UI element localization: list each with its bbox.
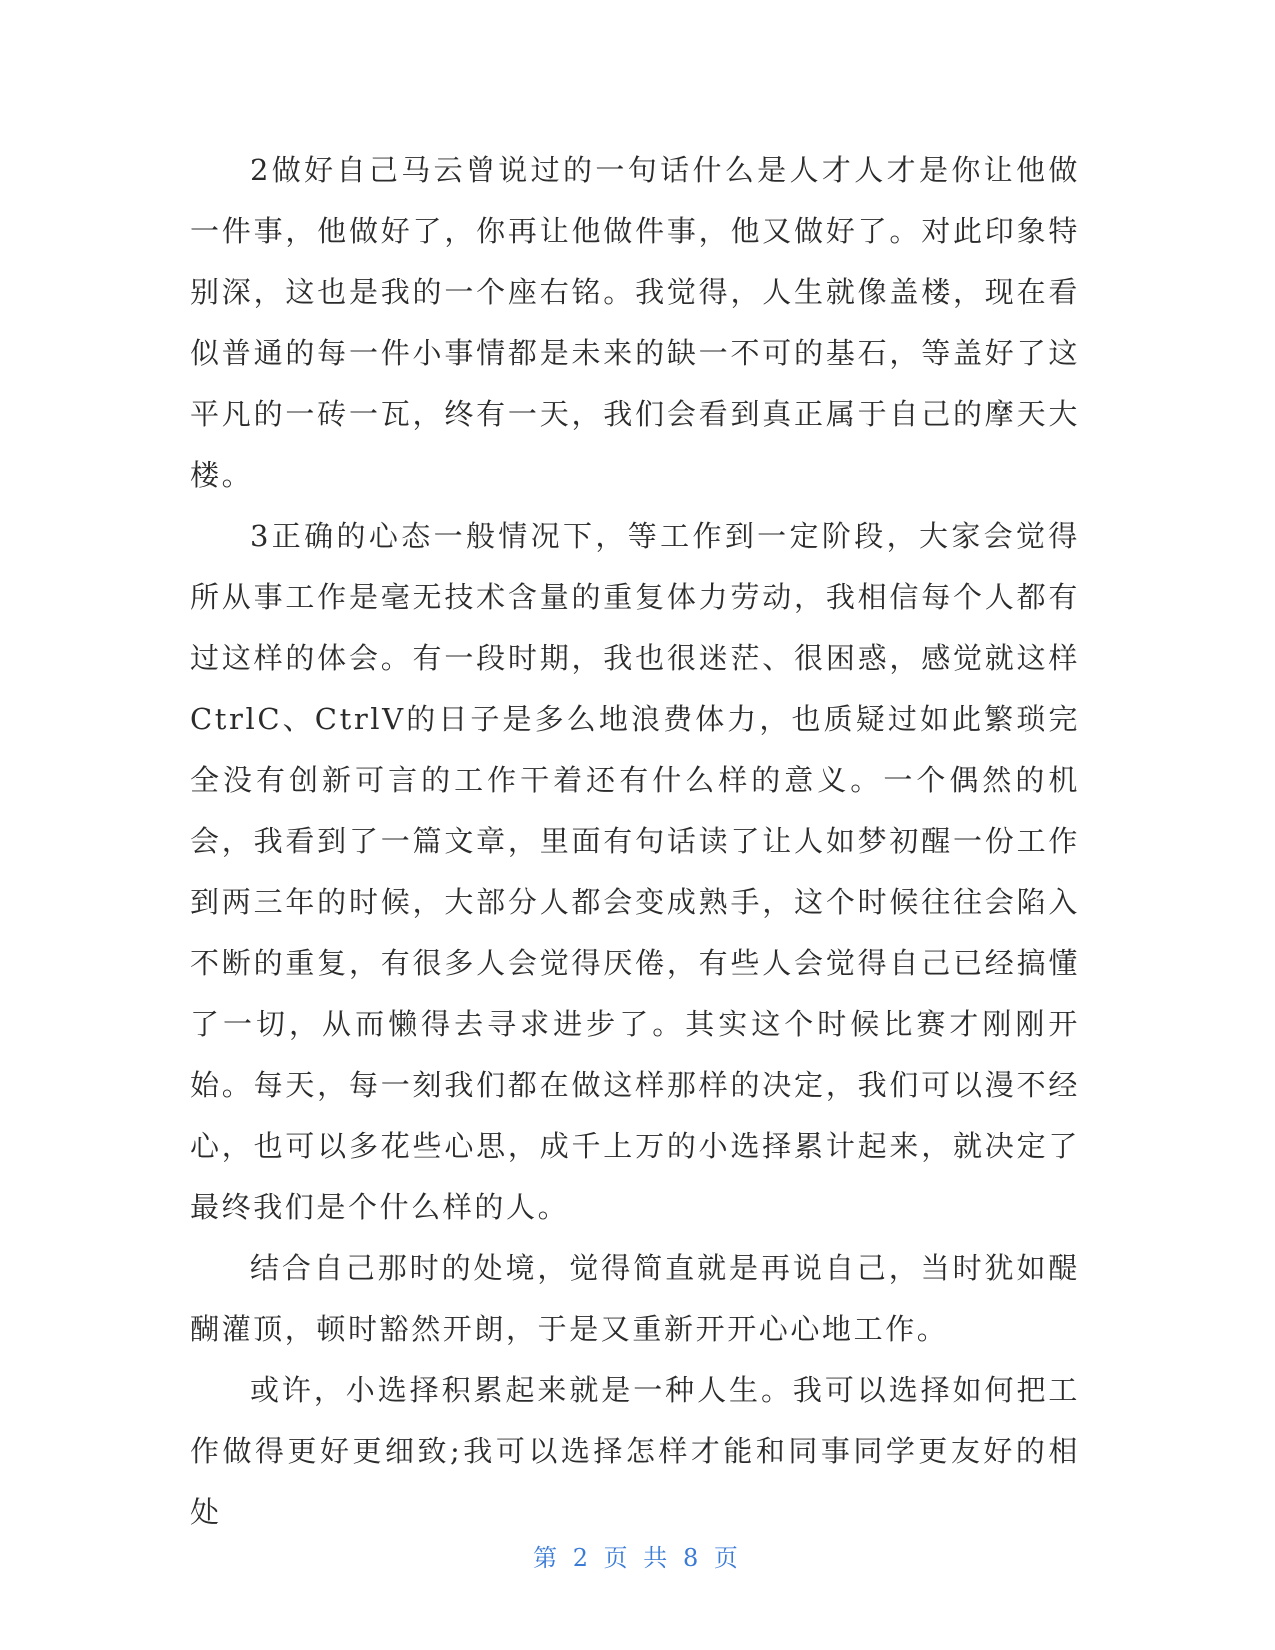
paragraph-right-attitude: 3正确的心态一般情况下，等工作到一定阶段，大家会觉得所从事工作是毫无技术含量的重复体力劳动，我相信每个人都有过这样的体会。有一段时期，我也很迷茫、很困惑，感觉就这样CtrlC、CtrlV的日子是多么地浪费体力，也质疑过如此繁琐完全没有创新可言的工作干着还有什么样的意义。一个偶然的机会，我看到了一篇文章，里面有句话读了让人如梦初醒一份工作到两三年的时候，大部分人都会变成熟手，这个时候往往会陷入不断的重复，有很多人会觉得厌倦，有些人会觉得自己已经搞懂了一切，从而懒得去寻求进步了。其实这个时候比赛才刚刚开始。每天，每一刻我们都在做这样那样的决定，我们可以漫不经心，也可以多花些心思，成千上万的小选择累计起来，就决定了最终我们是个什么样的人。 [190, 519, 1080, 1224]
document-body [190, 140, 1080, 1543]
page-number-label: 第 2 页 共 8 页 [533, 1544, 742, 1572]
paragraph-reflection: 结合自己那时的处境，觉得简直就是再说自己，当时犹如醍醐灌顶，顿时豁然开朗，于是又重新开开心心地工作。 [190, 1251, 1080, 1346]
paragraph-small-choices: 或许，小选择积累起来就是一种人生。我可以选择如何把工作做得更好更细致;我可以选择怎样才能和同事同学更友好的相处 [190, 1373, 1080, 1529]
page-number-footer [0, 1538, 1275, 1573]
paragraph-do-yourself-well: 2做好自己马云曾说过的一句话什么是人才人才是你让他做一件事，他做好了，你再让他做件事，他又做好了。对此印象特别深，这也是我的一个座右铭。我觉得，人生就像盖楼，现在看似普通的每一件小事情都是未来的缺一不可的基石，等盖好了这平凡的一砖一瓦，终有一天，我们会看到真正属于自己的摩天大楼。 [190, 153, 1080, 492]
